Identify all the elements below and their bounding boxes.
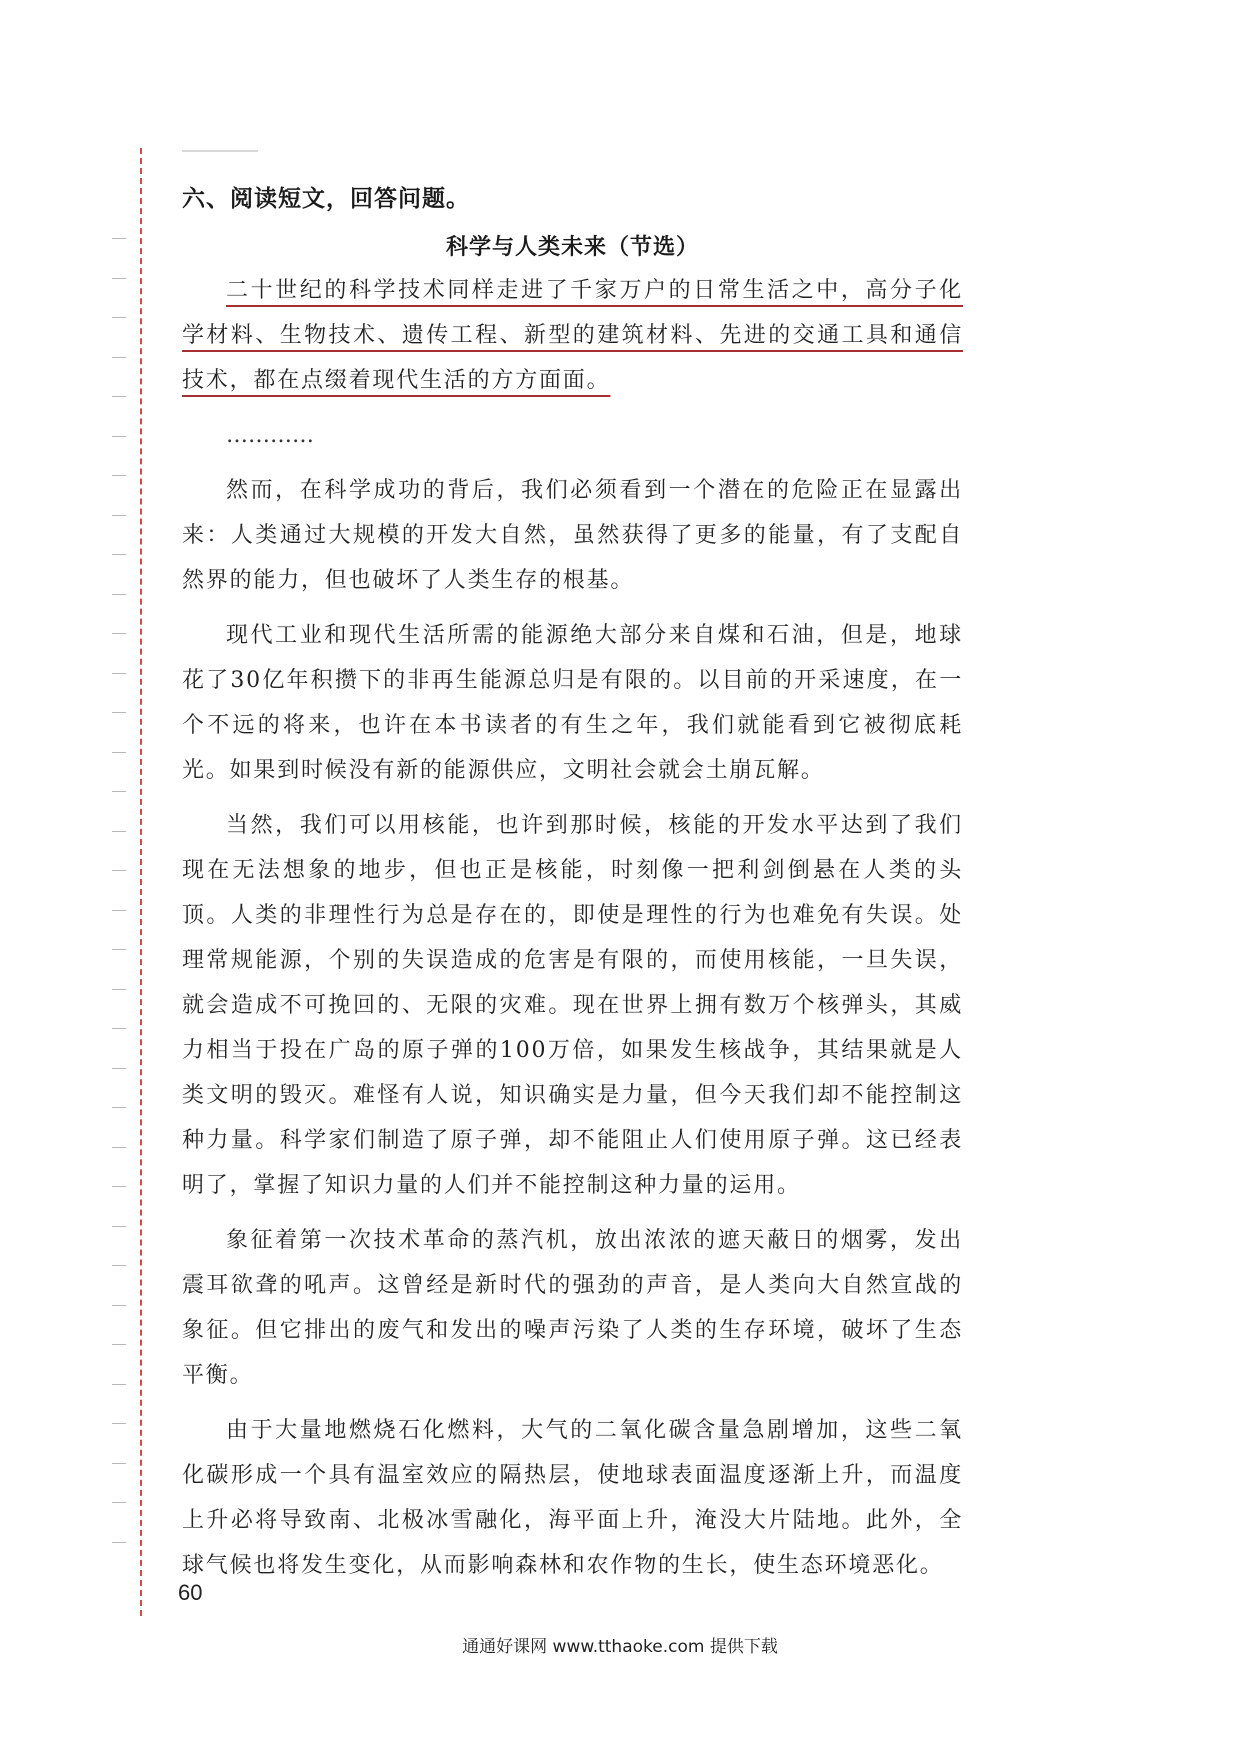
paragraph-5: 象征着第一次技术革命的蒸汽机，放出浓浓的遮天蔽日的烟雾，发出震耳欲聋的吼声。这曾经是新时代的强劲的声音，是人类向大自然宣战的象征。但它排出的废气和发出的噪声污染了人类的生存环境，破坏了生态平衡。 <box>182 1228 963 1388</box>
margin-tick <box>112 673 126 674</box>
paragraph-4: 当然，我们可以用核能，也许到那时候，核能的开发水平达到了我们现在无法想象的地步，但也正是核能，时刻像一把利剑倒悬在人类的头顶。人类的非理性行为总是存在的，即使是理性的行为也难免有失误。处理常规能源，个别的失误造成的危害是有限的，而使用核能，一旦失误，就会造成不可挽回的、无限的灾难。现在世界上拥有数万个核弹头，其威力相当于投在广岛的原子弹的100万倍，如果发生核战争，其结果就是人类文明的毁灭。难怪有人说，知识确实是力量，但今天我们却不能控制这种力量。科学家们制造了原子弹，却不能阻止人们使用原子弹。这已经表明了，掌握了知识力量的人们并不能控制这种力量的运用。 <box>182 813 963 1198</box>
paragraph-2: 然而，在科学成功的背后，我们必须看到一个潜在的危险正在显露出来：人类通过大规模的开发大自然，虽然获得了更多的能量，有了支配自然界的能力，但也破坏了人类生存的根基。 <box>182 478 963 593</box>
margin-tick <box>112 1265 126 1266</box>
margin-tick <box>112 1028 126 1029</box>
margin-tick <box>112 633 126 634</box>
margin-tick <box>112 1226 126 1227</box>
binding-dashed-line <box>140 148 142 1616</box>
margin-tick <box>112 396 126 397</box>
margin-tick <box>112 1305 126 1306</box>
margin-tick <box>112 831 126 832</box>
margin-tick <box>112 1542 126 1543</box>
paragraph-3: 现代工业和现代生活所需的能源绝大部分来自煤和石油，但是，地球花了30亿年积攒下的非再生能源总归是有限的。以目前的开采速度，在一个不远的将来，也许在本书读者的有生之年，我们就能看到它被彻底耗光。如果到时候没有新的能源供应，文明社会就会土崩瓦解。 <box>182 623 963 783</box>
section-heading: 六、阅读短文，回答问题。 <box>182 186 470 212</box>
page-number: 60 <box>178 1580 203 1605</box>
margin-tick <box>112 870 126 871</box>
footer-credit: 通通好课网 www.tthaoke.com 提供下载 <box>462 1637 778 1657</box>
margin-tick <box>112 910 126 911</box>
margin-tick <box>112 712 126 713</box>
paragraph-1 <box>182 268 963 403</box>
paragraph-6: 由于大量地燃烧石化燃料，大气的二氧化碳含量急剧增加，这些二氧化碳形成一个具有温室效应的隔热层，使地球表面温度逐渐上升，而温度上升必将导致南、北极冰雪融化，海平面上升，淹没大片陆地。此外，全球气候也将发生变化，从而影响森林和农作物的生长，使生态环境恶化。 <box>182 1418 963 1578</box>
margin-tick <box>112 752 126 753</box>
margin-tick <box>112 1463 126 1464</box>
underlined-passage: 二十世纪的科学技术同样走进了千家万户的日常生活之中，高分子化学材料、生物技术、遗传工程、新型的建筑材料、先进的交通工具和通信技术，都在点缀着现代生活的方方面面。 <box>182 278 963 393</box>
margin-tick <box>112 317 126 318</box>
margin-tick <box>112 1502 126 1503</box>
margin-tick <box>112 515 126 516</box>
margin-tick <box>112 475 126 476</box>
margin-tick <box>112 1147 126 1148</box>
margin-tick <box>112 1068 126 1069</box>
margin-tick <box>112 949 126 950</box>
top-scuff-mark <box>182 150 258 152</box>
article-title: 科学与人类未来（节选） <box>445 235 699 260</box>
margin-tick <box>112 357 126 358</box>
margin-tick <box>112 791 126 792</box>
margin-tick <box>112 1186 126 1187</box>
margin-tick <box>112 238 126 239</box>
margin-tick <box>112 1107 126 1108</box>
margin-tick <box>112 278 126 279</box>
margin-tick <box>112 1384 126 1385</box>
margin-tick <box>112 554 126 555</box>
margin-tick <box>112 594 126 595</box>
article-body <box>182 268 963 1598</box>
margin-tick <box>112 1344 126 1345</box>
margin-tick <box>112 1423 126 1424</box>
omission-ellipsis: ………… <box>226 423 314 448</box>
margin-tick <box>112 989 126 990</box>
margin-tick <box>112 436 126 437</box>
